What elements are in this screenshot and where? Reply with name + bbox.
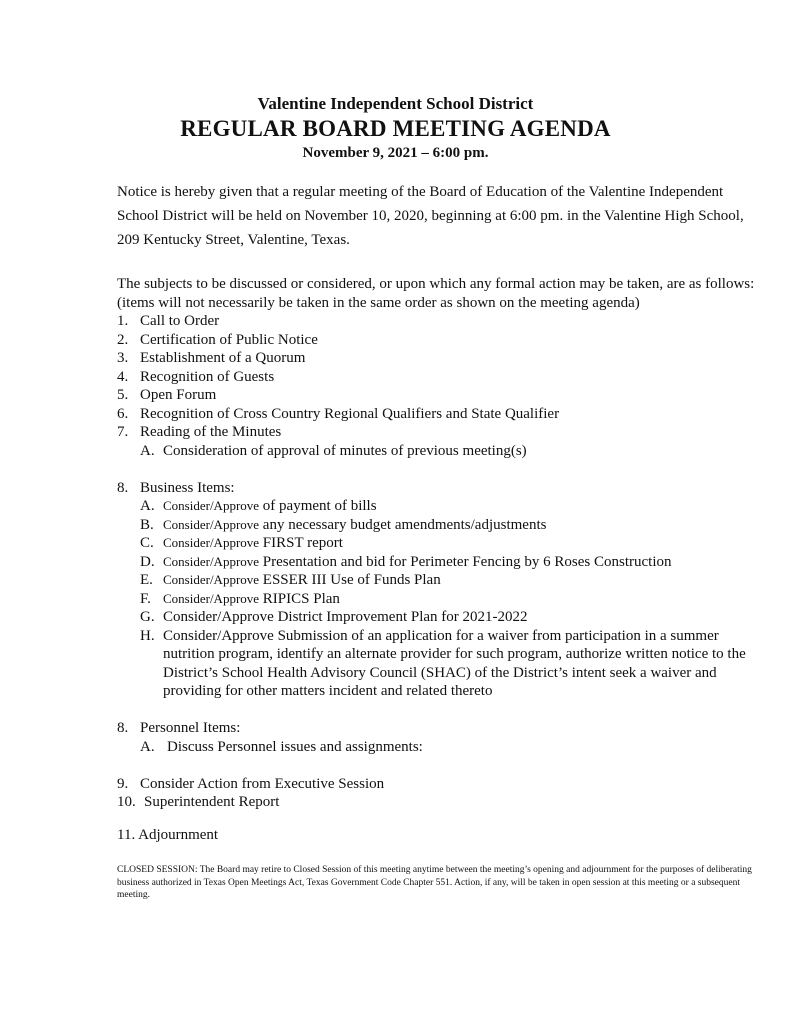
agenda-item (117, 368, 777, 387)
item-text: Establishment of a Quorum (140, 350, 306, 366)
subitem-letter: A. (140, 738, 155, 755)
item-number: 4. (117, 368, 129, 385)
item-number: 7. (117, 424, 129, 440)
agenda-header (0, 93, 791, 163)
agenda-subitem (117, 553, 777, 572)
item-number: 1. (117, 313, 129, 329)
agenda-subitem (117, 534, 777, 553)
subitem-text: Discuss Personnel issues and assignments: (167, 738, 423, 755)
subitem-letter: D. (140, 553, 155, 570)
subitem-letter: A. (140, 442, 155, 459)
agenda-subitem-long (140, 627, 771, 701)
item-text: Recognition of Cross Country Regional Qualifiers and State Qualifier (140, 405, 560, 422)
item-number: 5. (117, 387, 129, 403)
item-text: Recognition of Guests (140, 368, 275, 385)
subitem-text: Consider/Approve District Improvement Plan for 2021-2022 (163, 609, 528, 625)
agenda-subitem (117, 497, 777, 516)
consider-approve-label: Consider/Approve (163, 627, 274, 644)
subitem-text: any necessary budget amendments/adjustments (259, 516, 547, 533)
agenda-subitem (117, 608, 777, 627)
agenda-item (117, 405, 777, 424)
subitem-text: FIRST report (259, 535, 343, 551)
district-name: Valentine Independent School District (257, 94, 534, 113)
agenda-item (117, 775, 777, 794)
agenda-subitem (117, 516, 777, 535)
agenda-item-personnel (117, 719, 777, 738)
agenda-item (117, 423, 777, 442)
item-number: 8. (117, 720, 129, 736)
subitem-letter: F. (140, 590, 151, 607)
agenda-item-business (117, 479, 777, 498)
agenda-item (117, 386, 777, 405)
subitem-letter: E. (140, 572, 153, 588)
agenda-subitem (117, 590, 777, 609)
consider-approve-label: Consider/Approve (163, 535, 260, 550)
closed-session-note: CLOSED SESSION: The Board may retire to Closed Session of this meeting anytime between the meeting’s opening and adjournment for the purposes of deliberating business authorized in Texas Open Meetings Act, Texas Government Code Chapter 551. Action, if any, will be taken in open session at this meeting or a subsequent meeting. (117, 865, 752, 900)
item-text: Call to Order (140, 313, 220, 329)
consider-approve-label: Consider/Approve (163, 590, 260, 606)
item-text: Business Items: (140, 479, 235, 496)
subitem-text: Presentation and bid for Perimeter Fencing by 6 Roses Construction (259, 553, 672, 570)
item-number: 6. (117, 405, 129, 422)
agenda-item (117, 349, 777, 368)
agenda-subitem (117, 571, 777, 590)
consider-approve-label: Consider/Approve (163, 553, 260, 569)
consider-approve-label: Consider/Approve (163, 516, 260, 532)
agenda-intro: The subjects to be discussed or considered, or upon which any formal action may be taken, are as follows: (items will not necessarily be taken in the same order as shown on the meeting agenda) (117, 276, 755, 311)
agenda-subitem (117, 442, 777, 461)
item-number: 2. (117, 331, 129, 348)
item-text: Certification of Public Notice (140, 331, 318, 348)
agenda-title: REGULAR BOARD MEETING AGENDA (180, 116, 611, 141)
item-number: 3. (117, 350, 129, 366)
item-number: 8. (117, 479, 129, 496)
subitem-text: of payment of bills (259, 498, 377, 514)
subitem-letter: B. (140, 516, 154, 533)
item-text: Reading of the Minutes (140, 424, 282, 440)
agenda-item (117, 312, 777, 331)
item-text: Superintendent Report (144, 794, 280, 810)
subitem-letter: C. (140, 535, 154, 551)
adjournment-item: 11. Adjournment (117, 827, 219, 843)
subitem-letter: H. (140, 627, 155, 644)
agenda-subitem (117, 738, 777, 757)
meeting-notice: Notice is hereby given that a regular meeting of the Board of Education of the Valentine Independent School District will be held on November 10, 2020, beginning at 6:00 pm. in the Valentine High School, 209 Kentucky Street, Valentine, Texas. (117, 184, 744, 248)
subitem-text: RIPICS Plan (259, 590, 340, 607)
item-text: Personnel Items: (140, 720, 241, 736)
subitem-letter: A. (140, 498, 155, 514)
meeting-date: November 9, 2021 – 6:00 pm. (302, 145, 489, 161)
subitem-letter: G. (140, 609, 155, 625)
agenda-item (117, 793, 777, 812)
item-text: Consider Action from Executive Session (140, 775, 385, 792)
consider-approve-label: Consider/Approve (163, 572, 260, 587)
agenda-item (117, 331, 777, 350)
subitem-text: ESSER III Use of Funds Plan (259, 572, 441, 588)
item-number: 10. (117, 794, 136, 810)
item-text: Open Forum (140, 387, 217, 403)
consider-approve-label: Consider/Approve (163, 498, 260, 513)
agenda-items (117, 312, 777, 812)
subitem-text: Consideration of approval of minutes of previous meeting(s) (163, 442, 527, 459)
subitem-text: Submission of an application for a waiver from participation in a summer nutrition program, identify an alternate provider for such program, authorize written notice to the District’s School Health Advisory Council (SHAC) of the District’s intent seek a waiver and providing for other matters incident and related thereto (163, 627, 746, 699)
item-number: 9. (117, 775, 129, 792)
